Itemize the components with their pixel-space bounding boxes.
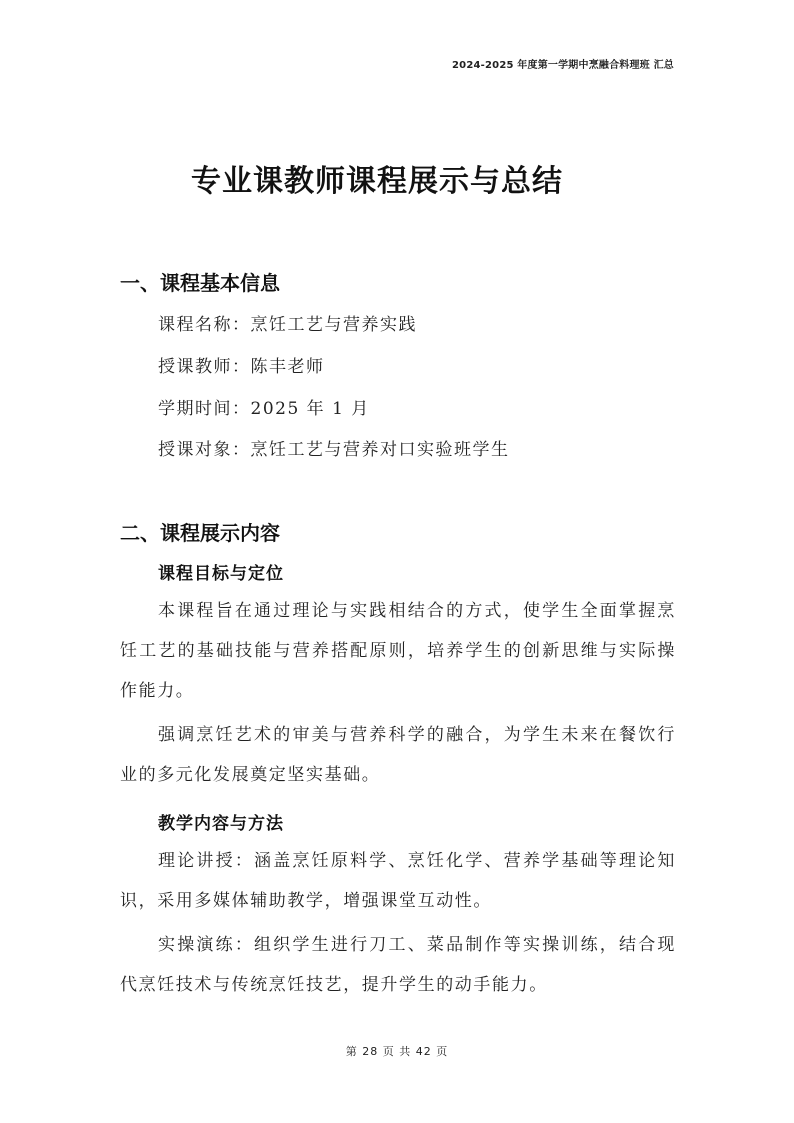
running-header: 2024-2025 年度第一学期中烹融合料理班 汇总 — [452, 60, 674, 71]
sub-heading-methods: 教学内容与方法 — [158, 814, 284, 834]
paragraph-goals-2: 强调烹饪艺术的审美与营养科学的融合，为学生未来在餐饮行业的多元化发展奠定坚实基础。 — [120, 725, 676, 785]
paragraph-goals-1: 本课程旨在通过理论与实践相结合的方式，使学生全面掌握烹饪工艺的基础技能与营养搭配原则，培养学生的创新思维与实际操作能力。 — [120, 601, 676, 701]
sub-heading-goals: 课程目标与定位 — [158, 564, 284, 584]
info-audience: 授课对象：烹饪工艺与营养对口实验班学生 — [158, 440, 510, 460]
info-teacher: 授课教师：陈丰老师 — [158, 357, 325, 377]
paragraph-theory: 理论讲授：涵盖烹饪原料学、烹饪化学、营养学基础等理论知识，采用多媒体辅助教学，增强课堂互动性。 — [120, 851, 676, 911]
info-course-name: 课程名称：烹饪工艺与营养实践 — [158, 315, 417, 335]
page-number-footer: 第 28 页 共 42 页 — [345, 1045, 449, 1058]
page-title: 专业课教师课程展示与总结 — [191, 164, 563, 199]
paragraph-practice: 实操演练：组织学生进行刀工、菜品制作等实操训练，结合现代烹饪技术与传统烹饪技艺，提升学生的动手能力。 — [120, 935, 676, 995]
info-term: 学期时间：2025 年 1 月 — [158, 399, 370, 419]
section-heading-course-content: 二、课程展示内容 — [120, 521, 280, 545]
section-heading-basic-info: 一、课程基本信息 — [120, 271, 280, 295]
